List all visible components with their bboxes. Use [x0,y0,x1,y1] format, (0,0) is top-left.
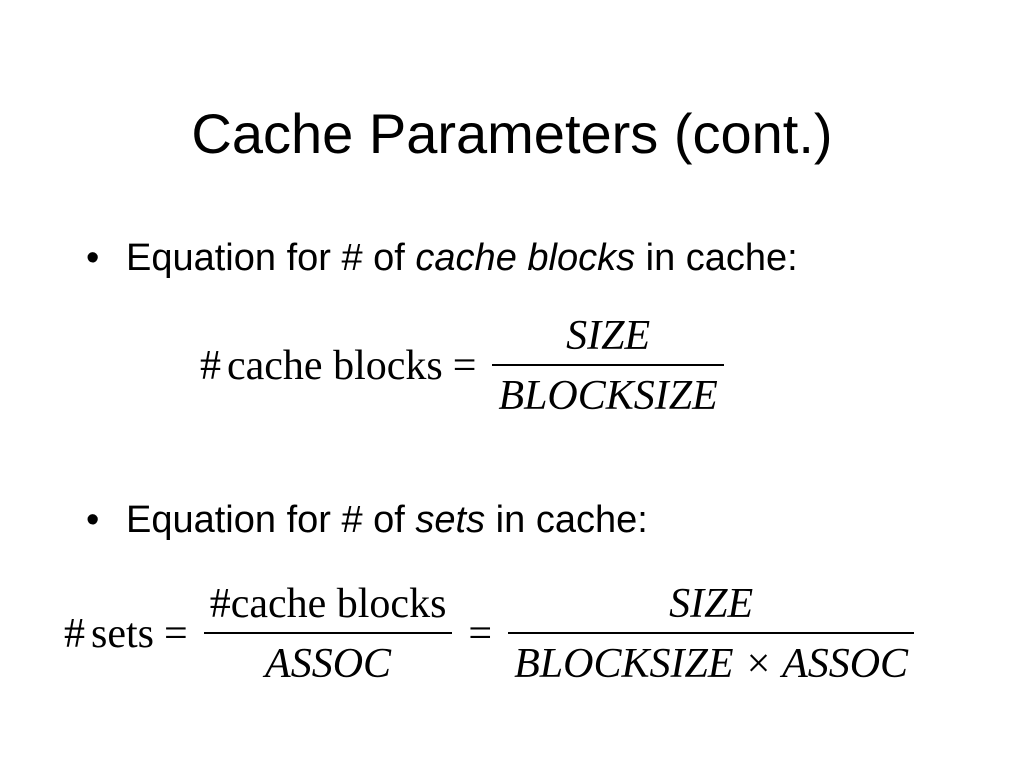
slide-title: Cache Parameters (cont.) [191,102,833,165]
equation-hash-symbol: # [200,343,221,389]
bullet-text-before: Equation for # of [126,499,416,541]
fraction-bar [492,364,723,366]
equation-lhs: sets [91,611,154,657]
bullet-text-after: in cache: [485,499,648,541]
fraction-numerator: SIZE [566,313,651,359]
bullet-cache-blocks [86,236,798,280]
fraction-bar [204,632,453,634]
equation-sets [64,580,920,688]
bullet-text-emphasis: cache blocks [415,237,636,279]
bullet-text-before: Equation for # of [126,237,416,279]
bullet-marker: • [86,499,100,541]
equation-hash-symbol: # [64,611,85,657]
fraction-denominator: ASSOC [265,641,392,687]
equation-lhs: cache blocks [227,343,443,389]
bullet-sets [86,498,648,542]
bullet-text-emphasis: sets [415,499,486,541]
equals-sign: = [164,611,188,657]
equals-sign: = [468,611,493,657]
bullet-text-after: in cache: [635,237,798,279]
equals-sign: = [452,343,477,389]
fraction-numerator: #cache blocks [209,581,447,627]
fraction-blocks-over-assoc [204,580,453,688]
bullet-marker: • [86,237,100,279]
fraction-bar [508,632,914,634]
fraction-size-over-product [508,580,914,688]
fraction-denominator: BLOCKSIZE [498,373,718,419]
fraction [492,312,723,420]
fraction-denominator: BLOCKSIZE × ASSOC [514,641,909,687]
fraction-numerator: SIZE [669,581,754,627]
equation-cache-blocks [200,312,730,420]
